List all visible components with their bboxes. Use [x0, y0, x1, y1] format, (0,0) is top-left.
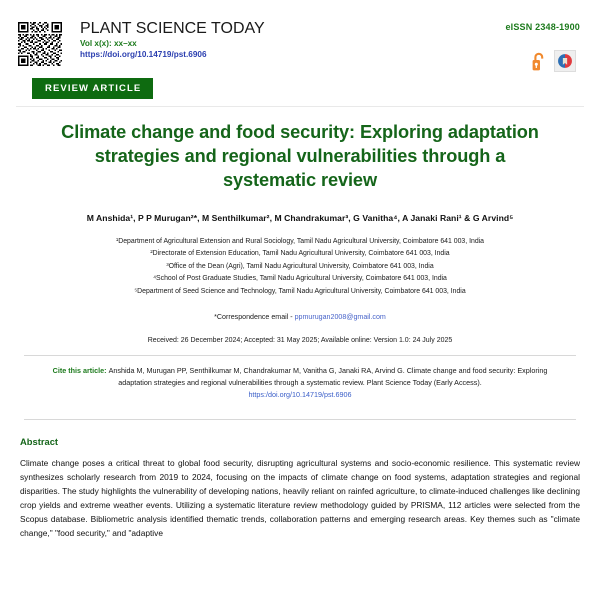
- correspondence-label: *Correspondence email -: [214, 313, 295, 322]
- abstract-heading: Abstract: [20, 436, 59, 448]
- citation-label: Cite this article:: [52, 366, 109, 376]
- qr-code-icon[interactable]: [18, 22, 62, 66]
- affiliation-list: [14, 236, 586, 299]
- journal-name: PLANT SCIENCE TODAY: [80, 20, 265, 37]
- header-divider: [16, 106, 584, 107]
- journal-doi-link[interactable]: https://doi.org/10.14719/pst.6906: [80, 49, 207, 59]
- header-icons: [530, 50, 576, 72]
- publication-dates: Received: 26 December 2024; Accepted: 31 May 2025; Available online: Version 1.0: 24 July 2025: [147, 337, 453, 345]
- correspondence-email-link[interactable]: ppmurugan2008@gmail.com: [294, 313, 386, 322]
- masthead: [14, 0, 586, 66]
- journal-info: [80, 18, 265, 61]
- citation-bottom-rule: [24, 419, 576, 420]
- affiliation-item: ¹Department of Agricultural Extension and Rural Sociology, Tamil Nadu Agricultural University, Coimbatore 641 003, India: [115, 237, 485, 245]
- open-access-lock-icon[interactable]: [530, 51, 547, 72]
- journal-logo-icon[interactable]: [554, 50, 576, 72]
- journal-volume: Vol x(x): xx–xx: [80, 39, 137, 49]
- affiliation-item: ²Directorate of Extension Education, Tamil Nadu Agricultural University, Coimbatore 641 003, India: [150, 250, 450, 258]
- citation-text: Anshida M, Murugan PP, Senthilkumar M, Chandrakumar M, Vanitha G, Janaki RA, Arvind G. Climate change and food security: Exploring adaptation strategies and regional vulnerabilities through a systematic review. Plant Science Today (Early Access).: [108, 366, 548, 388]
- citation-doi-link[interactable]: https:/doi.org/10.14719/pst.6906: [248, 389, 352, 399]
- affiliation-item: ⁵Department of Seed Science and Technology, Tamil Nadu Agricultural University, Coimbatore 641 003, India: [134, 287, 466, 295]
- page-title: Climate change and food security: Exploring adaptation strategies and regional vulnerabilities through a systematic review: [61, 122, 539, 191]
- affiliation-item: ³Office of the Dean (Agri), Tamil Nadu Agricultural University, Coimbatore 641 003, India: [166, 262, 434, 270]
- eissn-label: eISSN 2348-1900: [505, 22, 580, 32]
- article-type-badge: REVIEW ARTICLE: [32, 78, 153, 99]
- abstract-text: Climate change poses a critical threat to global food security, disrupting agricultural systems and socio-economic resilience. This systematic review synthesizes scholarly research from 2019 to 2024, focusing on the impacts of climate change on food systems, adaptation strategies and regional disparities. The study highlights the vulnerability of developing nations, heavily reliant on rainfed agriculture, to climate-induced challenges like declining crop yields and extreme weather events. Utilizing a systematic literature review methodology guided by PRISMA, 112 articles were selected from the Scopus database. Bibliometric analysis identified thematic trends, collaboration patterns and emerging research areas. Key themes such as "climate change," "food security," and "adaptive: [20, 458, 580, 539]
- correspondence-line: [14, 313, 586, 321]
- author-list: M Anshida¹, P P Murugan²*, M Senthilkumar², M Chandrakumar³, G Vanitha⁴, A Janaki Rani¹ & G Arvind⁵: [86, 212, 514, 223]
- citation-block: [36, 356, 564, 408]
- affiliation-item: ⁴School of Post Graduate Studies, Tamil Nadu Agricultural University, Coimbatore 641 003, India: [153, 275, 447, 283]
